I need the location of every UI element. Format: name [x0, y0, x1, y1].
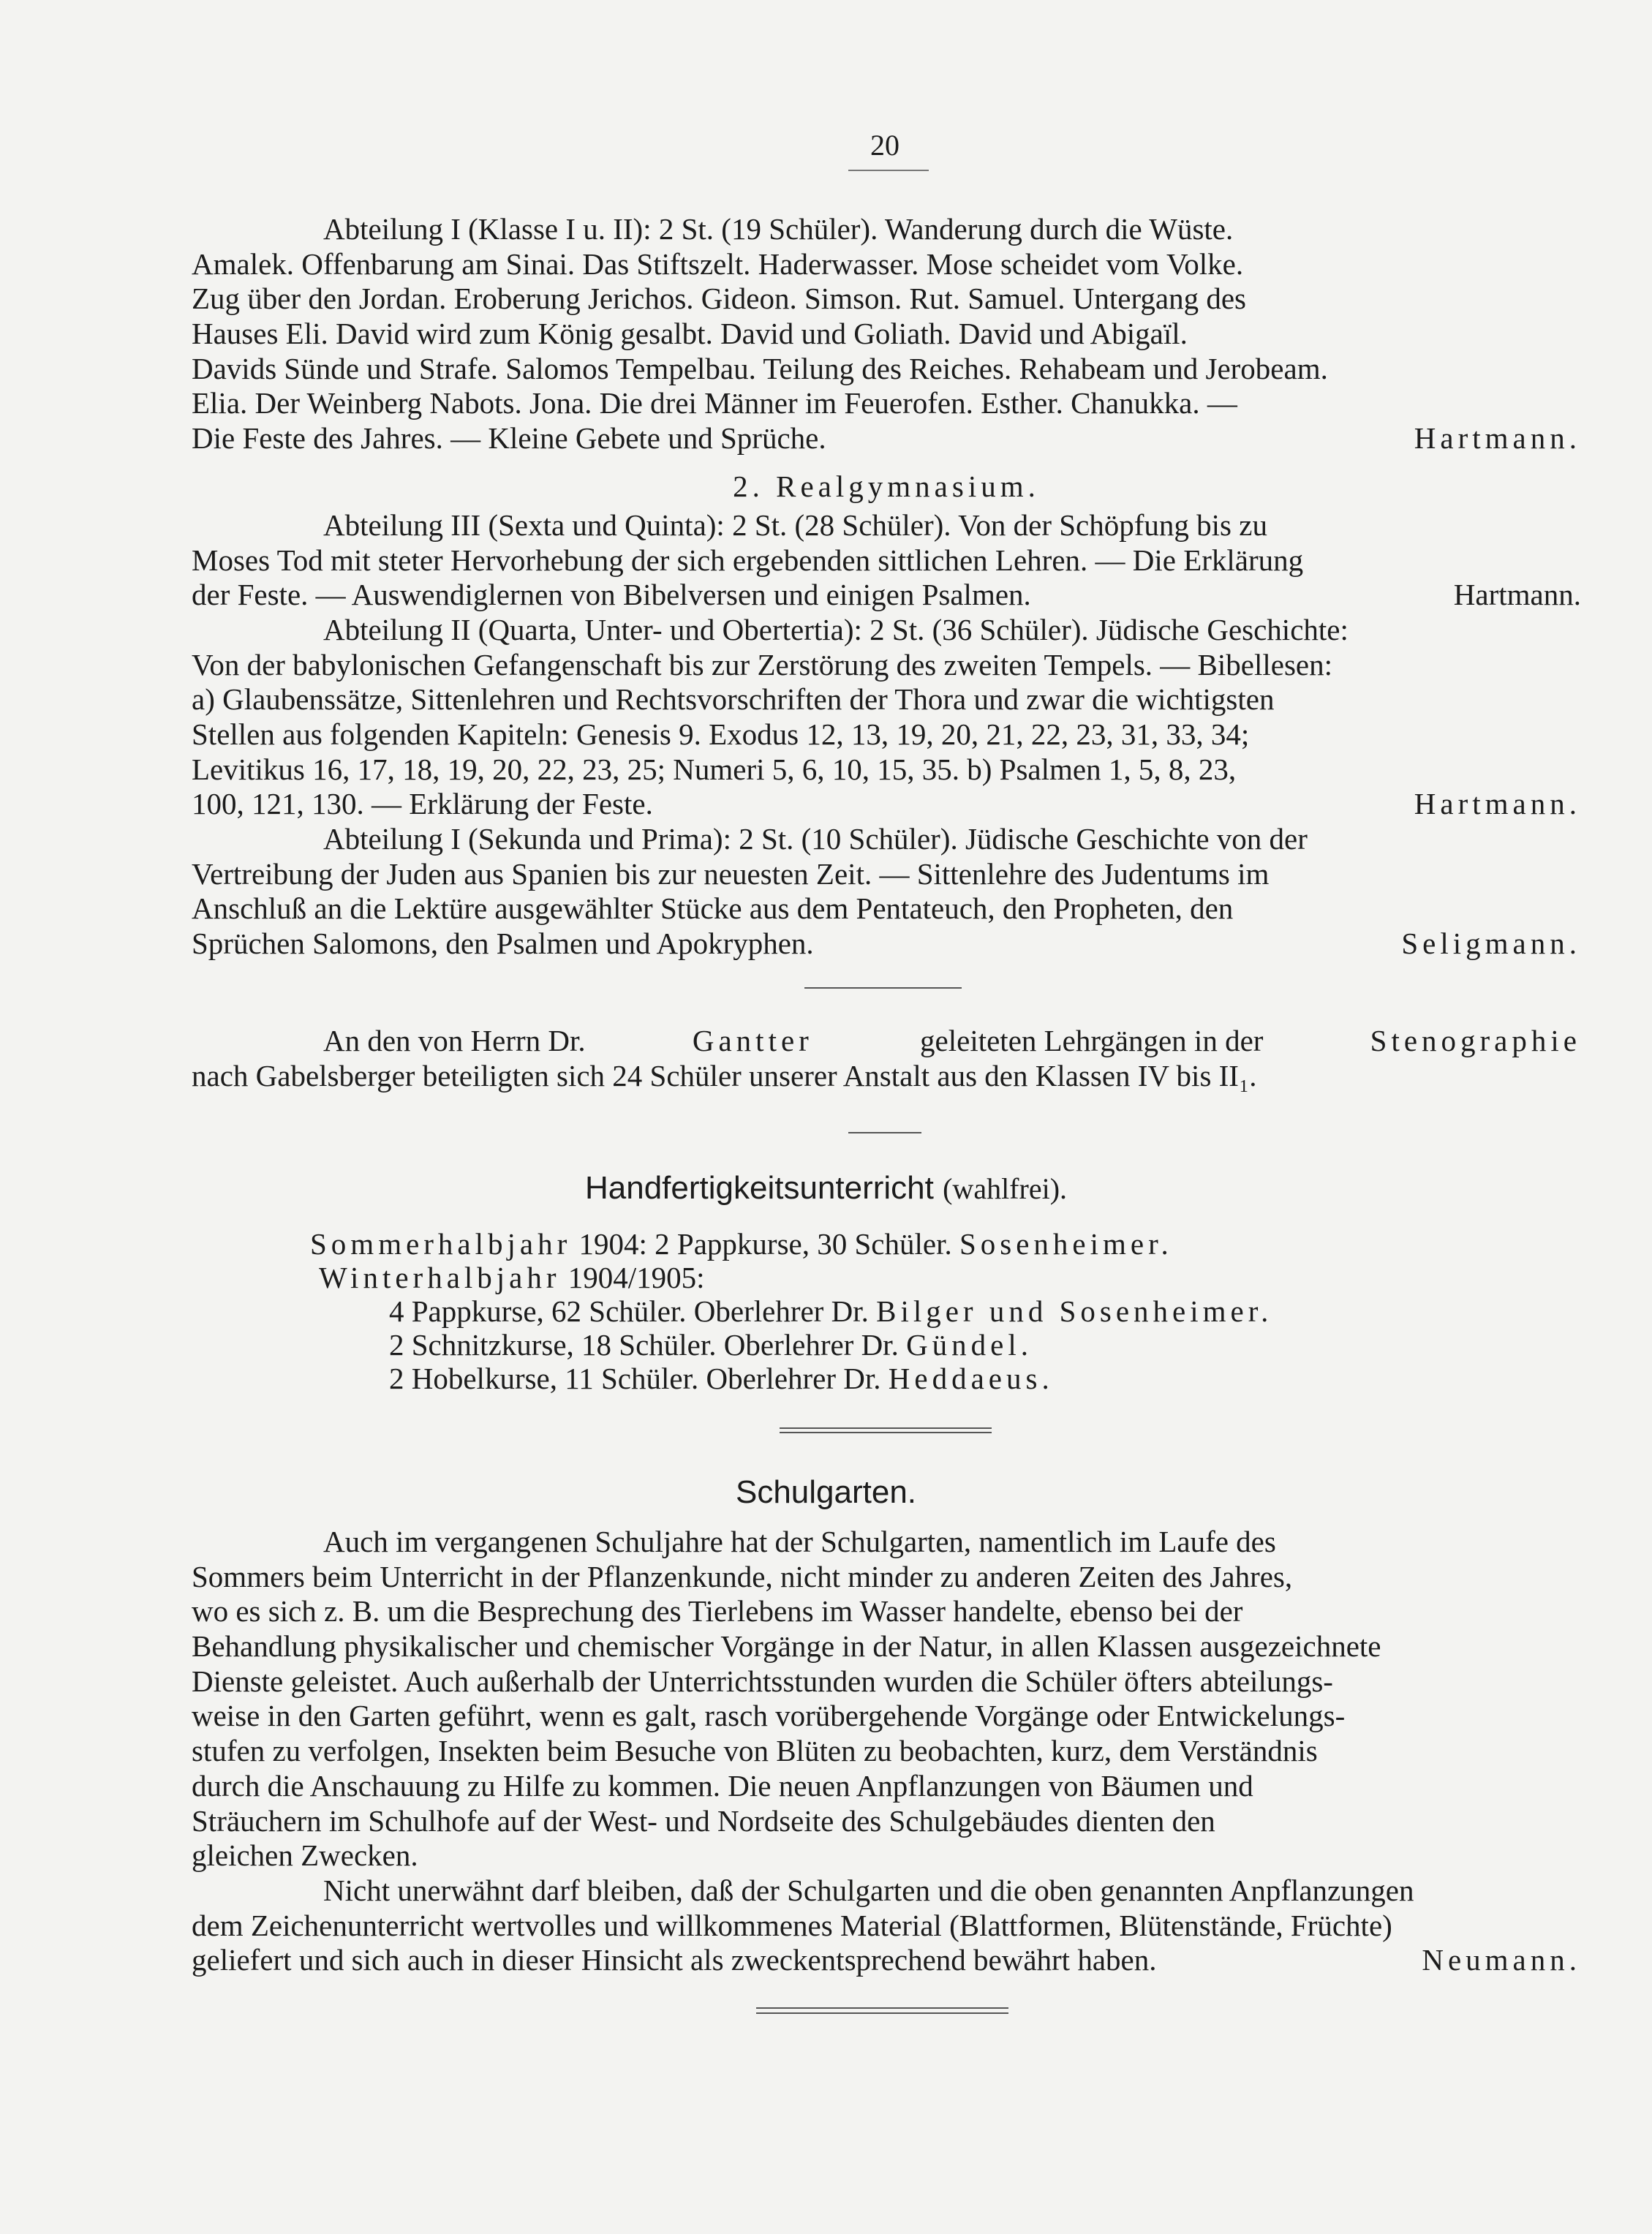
line-text: Sprüchen Salomons, den Psalmen und Apokryphen. — [192, 927, 814, 961]
text-line: weise in den Garten geführt, wenn es galt, rasch vorübergehende Vorgänge oder Entwickelungs- — [192, 1699, 1346, 1733]
heading-text: Handfertigkeitsunterricht — [584, 1170, 934, 1206]
teacher-name: Gündel. — [906, 1328, 1033, 1362]
text-line — [192, 927, 1581, 962]
stenographie-paragraph — [192, 1024, 1581, 1093]
sommer-line — [310, 1227, 1173, 1261]
end-divider — [756, 2007, 1008, 2009]
text-line: wo es sich z. B. um die Besprechung des Tierlebens im Wasser handelte, ebenso bei der — [192, 1594, 1243, 1629]
section-divider — [848, 1132, 921, 1133]
semester-text: 1904: 2 Pappkurse, 30 Schüler. — [578, 1227, 952, 1261]
teacher-name: Sosenheimer. — [959, 1227, 1173, 1261]
text-line: Sommers beim Unterricht in der Pflanzenkunde, nicht minder zu anderen Zeiten des Jahres, — [192, 1559, 1293, 1593]
page-number: 20 — [870, 129, 899, 162]
handfertigkeit-heading — [0, 1170, 1652, 1207]
religion-abteilung-1 — [192, 212, 1581, 456]
schulgarten-paragraph-1 — [192, 1525, 1581, 1873]
heading-note: (wahlfrei). — [943, 1172, 1068, 1205]
section-divider — [780, 1432, 992, 1433]
text-line: gleichen Zwecken. — [192, 1838, 418, 1873]
text-line — [192, 787, 1581, 822]
section-divider — [804, 987, 962, 989]
text-line: nach Gabelsberger beteiligten sich 24 Schüler unserer Anstalt aus den Klassen IV bis II₁. — [192, 1058, 1257, 1093]
teacher-signature: Hartmann. — [1414, 787, 1581, 821]
teacher-name: Gantter — [692, 1024, 813, 1057]
text-line: Dienste geleistet. Auch außerhalb der Unterrichtsstunden wurden die Schüler öfters abteilungs- — [192, 1664, 1333, 1698]
line-text: geliefert und sich auch in dieser Hinsicht als zweckentsprechend bewährt haben. — [192, 1943, 1157, 1977]
text-line: stufen zu verfolgen, Insekten beim Besuche von Blüten zu beobachten, kurz, dem Verständnis — [192, 1734, 1318, 1768]
text-line: Nicht unerwähnt darf bleiben, daß der Schulgarten und die oben genannten Anpflanzungen — [323, 1873, 1414, 1907]
realgymnasium-abteilung-3 — [192, 508, 1581, 613]
course-line — [389, 1328, 1033, 1362]
line-text: Die Feste des Jahres. — Kleine Gebete und Sprüche. — [192, 421, 826, 456]
teacher-name: Bilger und Sosenheimer. — [876, 1294, 1273, 1328]
line-text: An den von Herrn Dr. — [323, 1024, 586, 1057]
teacher-signature: Seligmann. — [1401, 927, 1581, 961]
teacher-signature: Neumann. — [1422, 1943, 1581, 1977]
text-line — [192, 1943, 1581, 1978]
line-text: geleiteten Lehrgängen in der — [920, 1024, 1264, 1057]
text-line: dem Zeichenunterricht wertvolles und willkommenes Material (Blattformen, Blütenstände, Früchte) — [192, 1908, 1392, 1942]
text-line: Behandlung physikalischer und chemischer Vorgänge in der Natur, in allen Klassen ausgezeichnete — [192, 1629, 1381, 1664]
semester-label: Winterhalbjahr — [319, 1261, 561, 1294]
semester-label: Sommerhalbjahr — [310, 1227, 572, 1261]
text-line: a) Glaubenssätze, Sittenlehren und Rechtsvorschriften der Thora und zwar die wichtigsten — [192, 682, 1275, 717]
realgymnasium-abteilung-2 — [192, 613, 1581, 822]
teacher-signature: Hartmann. — [1453, 578, 1581, 612]
line-text: 100, 121, 130. — Erklärung der Feste. — [192, 787, 653, 821]
text-line: Abteilung I (Klasse I u. II): 2 St. (19 Schüler). Wanderung durch die Wüste. — [323, 212, 1234, 246]
schulgarten-paragraph-2 — [192, 1873, 1581, 1978]
text-line: Levitikus 16, 17, 18, 19, 20, 22, 23, 25; Numeri 5, 6, 10, 15, 35. b) Psalmen 1, 5, 8, 23, — [192, 752, 1237, 786]
realgymnasium-abteilung-1 — [192, 822, 1581, 962]
text-line: Moses Tod mit steter Hervorhebung der sich ergebenden sittlichen Lehren. — Die Erklärung — [192, 543, 1304, 577]
text-line — [192, 421, 1581, 456]
teacher-signature: Hartmann. — [1414, 421, 1581, 456]
text-line — [192, 578, 1581, 613]
section-divider — [780, 1427, 992, 1429]
text-line: Auch im vergangenen Schuljahre hat der Schulgarten, namentlich im Laufe des — [323, 1525, 1276, 1558]
semester-text: 1904/1905: — [567, 1261, 705, 1294]
text-line: Vertreibung der Juden aus Spanien bis zur neuesten Zeit. — Sittenlehre des Judentums im — [192, 856, 1270, 891]
course-line — [389, 1294, 1272, 1328]
course-text: 4 Pappkurse, 62 Schüler. Oberlehrer Dr. — [389, 1294, 869, 1328]
end-divider — [756, 2012, 1008, 2014]
text-line: Abteilung I (Sekunda und Prima): 2 St. (10 Schüler). Jüdische Geschichte von der — [323, 822, 1308, 856]
teacher-name: Heddaeus. — [888, 1362, 1054, 1395]
text-line: Amalek. Offenbarung am Sinai. Das Stiftszelt. Haderwasser. Mose scheidet vom Volke. — [192, 246, 1244, 281]
winter-line — [319, 1261, 705, 1294]
page-number-rule — [848, 170, 929, 171]
text-line: durch die Anschauung zu Hilfe zu kommen. Die neuen Anpflanzungen von Bäumen und — [192, 1768, 1253, 1803]
text-line: Elia. Der Weinberg Nabots. Jona. Die drei Männer im Feuerofen. Esther. Chanukka. — — [192, 386, 1237, 420]
section-heading: 2. Realgymnasium. — [733, 469, 1040, 503]
text-line: Anschluß an die Lektüre ausgewählter Stücke aus dem Pentateuch, den Propheten, den — [192, 891, 1234, 926]
course-text: 2 Hobelkurse, 11 Schüler. Oberlehrer Dr. — [389, 1362, 881, 1395]
text-line: Von der babylonischen Gefangenschaft bis zur Zerstörung des zweiten Tempels. — Bibellesen: — [192, 647, 1333, 682]
subject-name: Stenographie — [1370, 1024, 1581, 1057]
course-text: 2 Schnitzkurse, 18 Schüler. Oberlehrer Dr. — [389, 1328, 899, 1362]
text-line: Abteilung III (Sexta und Quinta): 2 St. (28 Schüler). Von der Schöpfung bis zu — [323, 508, 1267, 542]
text-line — [192, 1024, 1581, 1059]
schulgarten-heading: Schulgarten. — [735, 1474, 917, 1510]
text-line: Davids Sünde und Strafe. Salomos Tempelbau. Teilung des Reiches. Rehabeam und Jerobeam. — [192, 351, 1328, 385]
course-line — [389, 1362, 1054, 1395]
line-text: der Feste. — Auswendiglernen von Bibelversen und einigen Psalmen. — [192, 578, 1031, 612]
text-line: Zug über den Jordan. Eroberung Jerichos. Gideon. Simson. Rut. Samuel. Untergang des — [192, 282, 1246, 316]
text-line: Stellen aus folgenden Kapiteln: Genesis 9. Exodus 12, 13, 19, 20, 21, 22, 23, 31, 33, 34; — [192, 717, 1250, 752]
realgymnasium-section — [192, 468, 1581, 505]
text-line: Abteilung II (Quarta, Unter- und Obertertia): 2 St. (36 Schüler). Jüdische Geschichte: — [323, 613, 1349, 646]
text-line: Sträuchern im Schulhofe auf der West- und Nordseite des Schulgebäudes dienten den — [192, 1803, 1215, 1838]
text-line: Hauses Eli. David wird zum König gesalbt. David und Goliath. David und Abigaïl. — [192, 317, 1188, 351]
